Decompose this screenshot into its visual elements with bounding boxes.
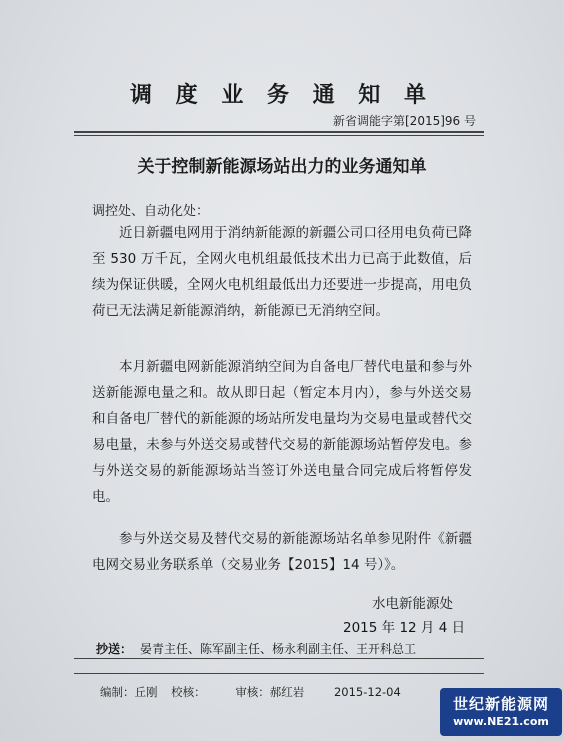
notice-title: 关于控制新能源场站出力的业务通知单: [137, 157, 427, 177]
signoff-footer: [100, 684, 411, 700]
header-rule-thick: [74, 131, 484, 133]
reviewer-field: 审核：郝红岩: [235, 685, 305, 699]
cc-recipients: 晏青主任、陈军副主任、杨永利副主任、王开科总工: [140, 642, 417, 656]
cc-line: [96, 640, 416, 657]
issue-date: 2015 年 12 月 4 日: [343, 620, 466, 636]
sender-department: 水电新能源处: [372, 596, 453, 612]
watermark-url: www.NE21.com: [453, 715, 549, 728]
footer-rule: [74, 673, 484, 674]
body-paragraph-1: 近日新疆电网用于消纳新能源的新疆公司口径用电负荷已降至 530 万千瓦，全网火电机组最低技术出力已高于此数值，后续为保证供暖，全网火电机组最低出力还要进一步提高，用电负荷已无法满足新能源消纳，新能源已无消纳空间。: [92, 225, 472, 319]
cc-label: 抄送：: [96, 642, 133, 656]
checker-field: 校核：: [171, 685, 206, 699]
document-type-heading: 调 度 业 务 通 知 单: [130, 83, 434, 108]
editor-field: 编制：丘刚: [100, 685, 158, 699]
document-number: 新省调能字第[2015]96 号: [333, 114, 476, 128]
body-paragraph-2: 本月新疆电网新能源消纳空间为自备电厂替代电量和参与外送新能源电量之和。故从即日起（暂定本月内），参与外送交易和自备电厂替代的新能源的场站所发电量均为交易电量或替代交易电量，未参与外送交易或替代交易的新能源场站暂停发电。参与外送交易的新能源场站当签订外送电量合同完成后将暂停发电。: [92, 359, 472, 505]
watermark-name: 世纪新能源网: [452, 695, 549, 713]
addressee: 调控处、自动化处：: [92, 204, 210, 219]
site-watermark-logo: [440, 688, 562, 736]
header-rule-thin: [74, 135, 484, 136]
footer-date: 2015-12-04: [333, 685, 401, 699]
body-paragraph-3: 参与外送交易及替代交易的新能源场站名单参见附件《新疆电网交易业务联系单（交易业务【2015】14 号）》。: [92, 531, 472, 573]
cc-rule: [74, 658, 484, 659]
